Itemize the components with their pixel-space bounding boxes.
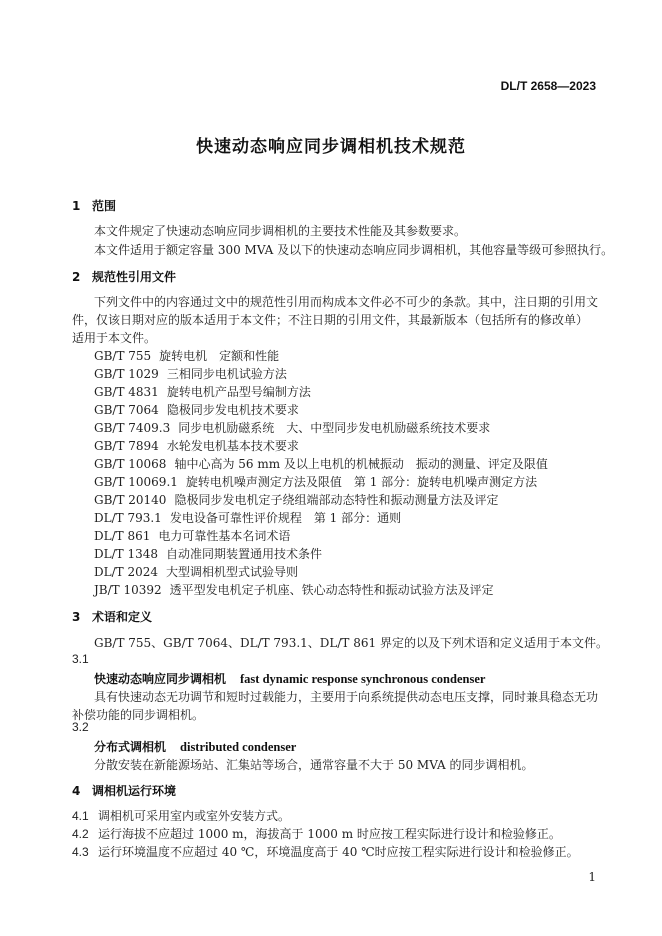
reference-item: [94, 491, 498, 509]
reference-code: DL/T 1348: [94, 547, 158, 561]
reference-code: GB/T 10068: [94, 457, 167, 471]
reference-code: DL/T 2024: [94, 565, 158, 579]
page-number: 1: [588, 870, 596, 884]
reference-title: 轴中心高为 56 mm 及以上电机的机械振动 振动的测量、评定及限值: [174, 457, 548, 471]
section-number: 1: [72, 199, 81, 213]
clause-number: 4.3: [72, 845, 89, 859]
section-heading-terms-and-definitions: [72, 608, 152, 625]
reference-title: 三相同步电机试验方法: [166, 367, 287, 381]
section-heading-normative-references: [72, 268, 176, 285]
section-title: 规范性引用文件: [92, 270, 177, 284]
term-definition: 具有快速动态无功调节和短时过载能力，主要用于向系统提供动态电压支撑，同时兼具稳态无功补偿功能的同步调相机。: [72, 690, 599, 722]
term-number: 3.1: [72, 652, 89, 666]
reference-title: 旋转电机 定额和性能: [159, 349, 280, 363]
reference-title: 发电设备可靠性评价规程 第 1 部分：通则: [169, 511, 402, 525]
paragraph: GB/T 755、GB/T 7064、DL/T 793.1、DL/T 861 界定的以及下列术语和定义适用于本文件。: [94, 636, 608, 650]
section-number: 3: [72, 610, 81, 624]
reference-item: [94, 401, 299, 419]
reference-item: [94, 455, 548, 473]
reference-title: 旋转电机产品型号编制方法: [166, 385, 311, 399]
reference-code: GB/T 755: [94, 349, 152, 363]
reference-item: [94, 365, 287, 383]
section-title: 调相机运行环境: [92, 784, 177, 798]
reference-title: 水轮发电机基本技术要求: [166, 439, 299, 453]
term-en: distributed condenser: [180, 740, 297, 754]
reference-title: 隐极同步发电机技术要求: [166, 403, 299, 417]
reference-title: 大型调相机型式试验导则: [166, 565, 299, 579]
clause-item: [72, 807, 290, 825]
section-number: 2: [72, 270, 81, 284]
reference-code: DL/T 861: [94, 529, 151, 543]
section-heading-operating-environment: [72, 782, 176, 799]
reference-item: [94, 437, 299, 455]
paragraph: 本文件适用于额定容量 300 MVA 及以下的快速动态响应同步调相机，其他容量等级可参照执行。: [94, 243, 614, 257]
paragraph: 本文件规定了快速动态响应同步调相机的主要技术性能及其参数要求。: [94, 224, 467, 238]
reference-title: 自动准同期装置通用技术条件: [166, 547, 323, 561]
term-number: 3.2: [72, 720, 89, 734]
section-title: 范围: [92, 199, 117, 213]
term-definition: 分散安装在新能源场站、汇集站等场合，通常容量不大于 50 MVA 的同步调相机。: [94, 758, 534, 772]
section-title: 术语和定义: [92, 610, 153, 624]
reference-code: GB/T 7064: [94, 403, 159, 417]
reference-title: 隐极同步发电机定子绕组端部动态特性和振动测量方法及评定: [174, 493, 499, 507]
page-title: 快速动态响应同步调相机技术规范: [196, 137, 466, 157]
reference-item: [94, 581, 494, 599]
reference-code: GB/T 7894: [94, 439, 159, 453]
reference-code: GB/T 1029: [94, 367, 159, 381]
term-zh: 快速动态响应同步调相机: [94, 672, 227, 686]
reference-title: 同步电机励磁系统 大、中型同步发电机励磁系统技术要求: [178, 421, 491, 435]
reference-code: GB/T 7409.3: [94, 421, 171, 435]
reference-item: [94, 347, 279, 365]
reference-code: GB/T 20140: [94, 493, 167, 507]
reference-item: [94, 383, 311, 401]
section-number: 4: [72, 784, 81, 798]
clause-item: [72, 825, 561, 843]
reference-item: [94, 473, 537, 491]
reference-title: 透平型发电机定子机座、铁心动态特性和振动试验方法及评定: [169, 583, 494, 597]
reference-item: [94, 563, 298, 581]
term-heading: [94, 670, 485, 687]
reference-code: GB/T 10069.1: [94, 475, 178, 489]
clause-text: 运行环境温度不应超过 40 ℃，环境温度高于 40 ℃时应按工程实际进行设计和检验修正。: [98, 845, 579, 859]
reference-item: [94, 527, 290, 545]
clause-number: 4.2: [72, 827, 89, 841]
reference-item: [94, 419, 490, 437]
document-id: DL/T 2658—2023: [500, 79, 596, 93]
term-zh: 分布式调相机: [94, 740, 167, 754]
reference-title: 旋转电机噪声测定方法及限值 第 1 部分：旋转电机噪声测定方法: [185, 475, 538, 489]
reference-code: JB/T 10392: [94, 583, 162, 597]
reference-code: DL/T 793.1: [94, 511, 162, 525]
term-heading: [94, 738, 296, 755]
reference-title: 电力可靠性基本名词术语: [158, 529, 291, 543]
clause-text: 运行海拔不应超过 1000 m，海拔高于 1000 m 时应按工程实际进行设计和检验修正。: [98, 827, 561, 841]
section-heading-scope: [72, 197, 116, 214]
term-en: fast dynamic response synchronous condenser: [240, 672, 486, 686]
reference-code: GB/T 4831: [94, 385, 159, 399]
clause-text: 调相机可采用室内或室外安装方式。: [98, 809, 291, 823]
paragraph: 下列文件中的内容通过文中的规范性引用而构成本文件必不可少的条款。其中，注日期的引用文件，仅该日期对应的版本适用于本文件；不注日期的引用文件，其最新版本（包括所有的修改单）适用于本文件。: [72, 295, 599, 345]
clause-item: [72, 843, 579, 861]
reference-item: [94, 545, 322, 563]
reference-item: [94, 509, 401, 527]
clause-number: 4.1: [72, 809, 89, 823]
